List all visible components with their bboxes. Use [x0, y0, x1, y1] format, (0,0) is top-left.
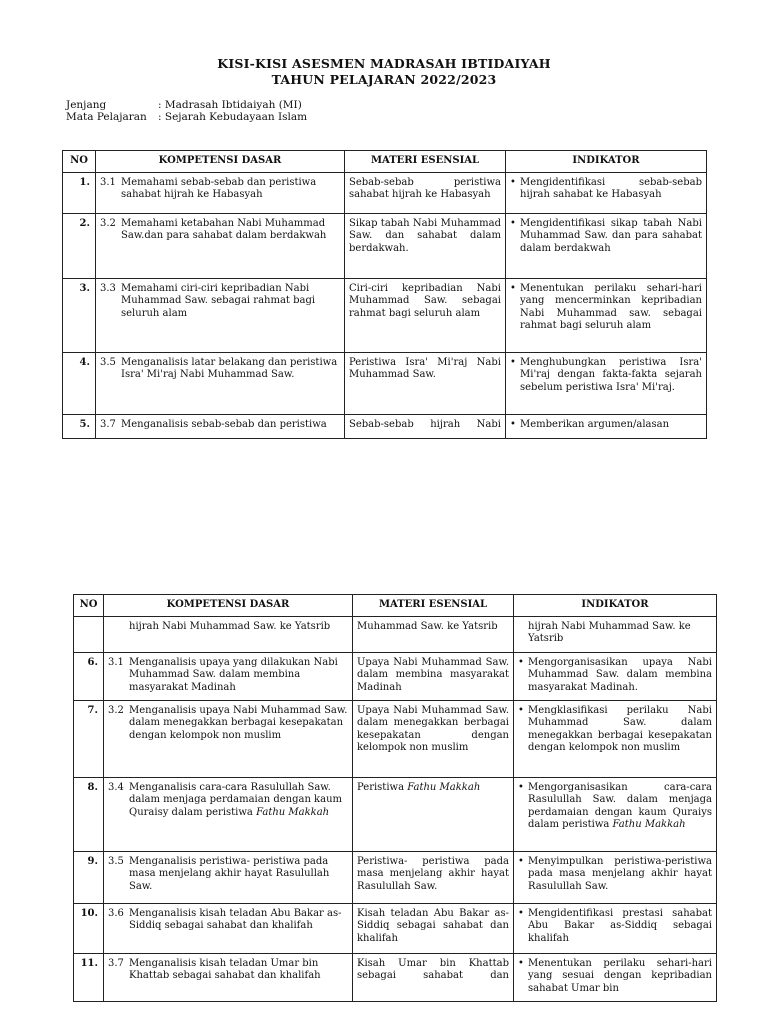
- meta-value: : Madrasah Ibtidaiyah (MI): [158, 99, 302, 111]
- indikator-cell: [506, 415, 707, 439]
- indikator-text: Menghubungkan peristiwa Isra' Mi'raj dengan fakta-fakta sejarah sebelum peristiwa Isra' Mi'raj.: [520, 357, 702, 393]
- indikator-text: Mengorganisasikan upaya Nabi Muhammad Saw. dalam membina masyarakat Madinah.: [528, 657, 712, 693]
- kd-code: 3.5: [100, 357, 116, 368]
- kompetensi-dasar-cell: [104, 701, 353, 778]
- row-number: 7.: [74, 701, 104, 778]
- indikator-cell: [514, 954, 717, 1002]
- kisi-kisi-table-page-2: [73, 594, 717, 1002]
- doc-title-line2: TAHUN PELAJARAN 2022/2023: [271, 72, 497, 87]
- row-number: 4.: [63, 353, 96, 415]
- col-header-materi-esensial: MATERI ESENSIAL: [345, 151, 506, 173]
- kd-text: Menganalisis upaya yang dilakukan Nabi Muhammad Saw. dalam membina masyarakat Madinah: [129, 657, 338, 693]
- kd-code: 3.4: [108, 782, 124, 793]
- row-number: 8.: [74, 778, 104, 852]
- table-row: [63, 353, 707, 415]
- row-number: 2.: [63, 214, 96, 279]
- kd-text: Menganalisis latar belakang dan peristiwa Isra' Mi'raj Nabi Muhammad Saw.: [121, 357, 338, 381]
- indikator-cell: [514, 701, 717, 778]
- col-header-indikator: INDIKATOR: [514, 595, 717, 617]
- kd-code: 3.1: [100, 177, 116, 188]
- indikator-text: Mengidentifikasi sebab-sebab hijrah sahabat ke Habasyah: [520, 177, 702, 201]
- row-number: 9.: [74, 852, 104, 904]
- materi-esensial-cell: Sikap tabah Nabi Muhammad Saw. dan sahabat dalam berdakwah.: [345, 214, 506, 279]
- bullet-icon: •: [510, 218, 516, 229]
- kisi-kisi-table-page-1: [62, 150, 707, 439]
- table-header-row: [63, 151, 707, 173]
- indikator-cell: hijrah Nabi Muhammad Saw. ke Yatsrib: [514, 617, 717, 653]
- kompetensi-dasar-cell: [96, 353, 345, 415]
- meta-label: Mata Pelajaran: [66, 111, 147, 123]
- indikator-cell: [506, 353, 707, 415]
- row-number: 10.: [74, 904, 104, 954]
- materi-text-plain: Peristiwa: [357, 782, 405, 793]
- indikator-text-italic: Fathu Makkah: [612, 818, 686, 830]
- kd-code: 3.1: [108, 657, 124, 668]
- row-number: 5.: [63, 415, 96, 439]
- kompetensi-dasar-cell: [96, 279, 345, 353]
- indikator-text: Menentukan perilaku sehari-hari yang mencerminkan kepribadian Nabi Muhammad saw. sebagai rahmat bagi seluruh alam: [520, 283, 702, 331]
- bullet-icon: •: [518, 856, 524, 867]
- kd-text-italic: Fathu Makkah: [256, 806, 330, 818]
- materi-esensial-cell: Sebab-sebab peristiwa sahabat hijrah ke Habasyah: [345, 173, 506, 214]
- kd-code: 3.2: [100, 218, 116, 229]
- kd-text: Memahami sebab-sebab dan peristiwa sahabat hijrah ke Habasyah: [121, 177, 317, 201]
- col-header-kompetensi-dasar: KOMPETENSI DASAR: [96, 151, 345, 173]
- kompetensi-dasar-cell: [104, 852, 353, 904]
- table-row: [63, 173, 707, 214]
- indikator-text: Memberikan argumen/alasan: [520, 419, 670, 430]
- indikator-cell: [514, 653, 717, 701]
- kd-text: [129, 782, 348, 819]
- col-header-kompetensi-dasar: KOMPETENSI DASAR: [104, 595, 353, 617]
- col-header-indikator: INDIKATOR: [506, 151, 707, 173]
- kd-code: 3.7: [108, 958, 124, 969]
- table-row-continued: [74, 617, 717, 653]
- row-number: 11.: [74, 954, 104, 1002]
- indikator-text: Mengidentifikasi prestasi sahabat Abu Bakar as-Siddiq sebagai khalifah: [528, 908, 712, 944]
- materi-esensial-cell: Peristiwa- peristiwa pada masa menjelang akhir hayat Rasulullah Saw.: [353, 852, 514, 904]
- kd-code: 3.5: [108, 856, 124, 867]
- meta-value: : Sejarah Kebudayaan Islam: [158, 111, 308, 123]
- kd-text: Menganalisis sebab-sebab dan peristiwa: [121, 419, 327, 430]
- materi-esensial-cell: Kisah Umar bin Khattab sebagai sahabat dan: [353, 954, 514, 1002]
- kompetensi-dasar-cell: [104, 653, 353, 701]
- materi-esensial-cell: Upaya Nabi Muhammad Saw. dalam membina masyarakat Madinah: [353, 653, 514, 701]
- kd-text: Menganalisis peristiwa- peristiwa pada masa menjelang akhir hayat Rasulullah Saw.: [129, 856, 330, 892]
- row-number: 6.: [74, 653, 104, 701]
- bullet-icon: •: [518, 908, 524, 919]
- col-header-no: NO: [63, 151, 96, 173]
- row-number: 3.: [63, 279, 96, 353]
- meta-jenjang: [66, 99, 302, 111]
- kompetensi-dasar-cell: [104, 778, 353, 852]
- kd-text-plain: Menganalisis cara-cara Rasulullah Saw. dalam menjaga perdamaian dengan kaum Quraisy dalam peristiwa: [129, 782, 343, 818]
- indikator-text: Mengidentifikasi sikap tabah Nabi Muhammad Saw. dan para sahabat dalam berdakwah: [520, 218, 702, 254]
- table-row: [74, 653, 717, 701]
- indikator-text: Menentukan perilaku sehari-hari yang sesuai dengan kepribadian sahabat Umar bin: [528, 958, 712, 994]
- kd-code: 3.6: [108, 908, 124, 919]
- materi-esensial-cell: Sebab-sebab hijrah Nabi: [345, 415, 506, 439]
- materi-esensial-cell: [353, 778, 514, 852]
- materi-esensial-cell: Kisah teladan Abu Bakar as-Siddiq sebagai sahabat dan khalifah: [353, 904, 514, 954]
- row-number: 1.: [63, 173, 96, 214]
- kd-code: 3.7: [100, 419, 116, 430]
- table-row: [74, 701, 717, 778]
- bullet-icon: •: [510, 357, 516, 368]
- indikator-cell: [506, 173, 707, 214]
- table-row: [63, 214, 707, 279]
- kd-text: Menganalisis kisah teladan Abu Bakar as-Siddiq sebagai sahabat dan khalifah: [129, 908, 342, 932]
- materi-esensial-cell: Ciri-ciri kepribadian Nabi Muhammad Saw. sebagai rahmat bagi seluruh alam: [345, 279, 506, 353]
- table-row: [74, 904, 717, 954]
- kd-text: Memahami ketabahan Nabi Muhammad Saw.dan para sahabat dalam berdakwah: [121, 218, 327, 242]
- row-number: [74, 617, 104, 653]
- indikator-text: [528, 782, 712, 831]
- kd-code: 3.2: [108, 705, 124, 716]
- doc-title-line1: KISI-KISI ASESMEN MADRASAH IBTIDAIYAH: [217, 56, 551, 71]
- meta-mata-pelajaran: [66, 111, 307, 123]
- materi-esensial-cell: Muhammad Saw. ke Yatsrib: [353, 617, 514, 653]
- bullet-icon: •: [510, 177, 516, 188]
- indikator-text: Menyimpulkan peristiwa-peristiwa pada masa menjelang akhir hayat Rasulullah Saw.: [528, 856, 712, 892]
- kompetensi-dasar-cell: [104, 904, 353, 954]
- kd-text: Memahami ciri-ciri kepribadian Nabi Muhammad Saw. sebagai rahmat bagi seluruh alam: [121, 283, 316, 319]
- col-header-no: NO: [74, 595, 104, 617]
- bullet-icon: •: [518, 705, 524, 716]
- table-row: [74, 778, 717, 852]
- kd-text: Menganalisis upaya Nabi Muhammad Saw. dalam menegakkan berbagai kesepakatan dengan kelompok non muslim: [129, 705, 348, 741]
- table-row: [63, 415, 707, 439]
- indikator-text: Mengklasifikasi perilaku Nabi Muhammad Saw. dalam menegakkan berbagai kesepakatan dengan kelompok non muslim: [528, 705, 712, 753]
- materi-esensial-cell: Peristiwa Isra' Mi'raj Nabi Muhammad Saw.: [345, 353, 506, 415]
- kd-text: Menganalisis kisah teladan Umar bin Khattab sebagai sahabat dan khalifah: [129, 958, 321, 982]
- indikator-cell: [506, 279, 707, 353]
- indikator-cell: [514, 778, 717, 852]
- indikator-text-plain: Mengorganisasikan cara-cara Rasulullah Saw. dalam menjaga perdamaian dengan kaum Quraiys dalam peristiwa: [528, 782, 712, 830]
- table-row: [63, 279, 707, 353]
- kd-code: 3.3: [100, 283, 116, 294]
- indikator-cell: [514, 852, 717, 904]
- kompetensi-dasar-cell: [96, 214, 345, 279]
- bullet-icon: •: [510, 283, 516, 294]
- materi-esensial-cell: Upaya Nabi Muhammad Saw. dalam menegakkan berbagai kesepakatan dengan kelompok non muslim: [353, 701, 514, 778]
- materi-text-italic: Fathu Makkah: [407, 782, 481, 793]
- meta-label: Jenjang: [66, 99, 107, 111]
- bullet-icon: •: [518, 782, 524, 793]
- kompetensi-dasar-cell: [96, 173, 345, 214]
- table-row: [74, 954, 717, 1002]
- col-header-materi-esensial: MATERI ESENSIAL: [353, 595, 514, 617]
- bullet-icon: •: [510, 419, 516, 430]
- table-header-row: [74, 595, 717, 617]
- table-row: [74, 852, 717, 904]
- indikator-cell: [514, 904, 717, 954]
- kompetensi-dasar-cell: [96, 415, 345, 439]
- kompetensi-dasar-cell: hijrah Nabi Muhammad Saw. ke Yatsrib: [104, 617, 353, 653]
- kompetensi-dasar-cell: [104, 954, 353, 1002]
- bullet-icon: •: [518, 657, 524, 668]
- indikator-cell: [506, 214, 707, 279]
- bullet-icon: •: [518, 958, 524, 969]
